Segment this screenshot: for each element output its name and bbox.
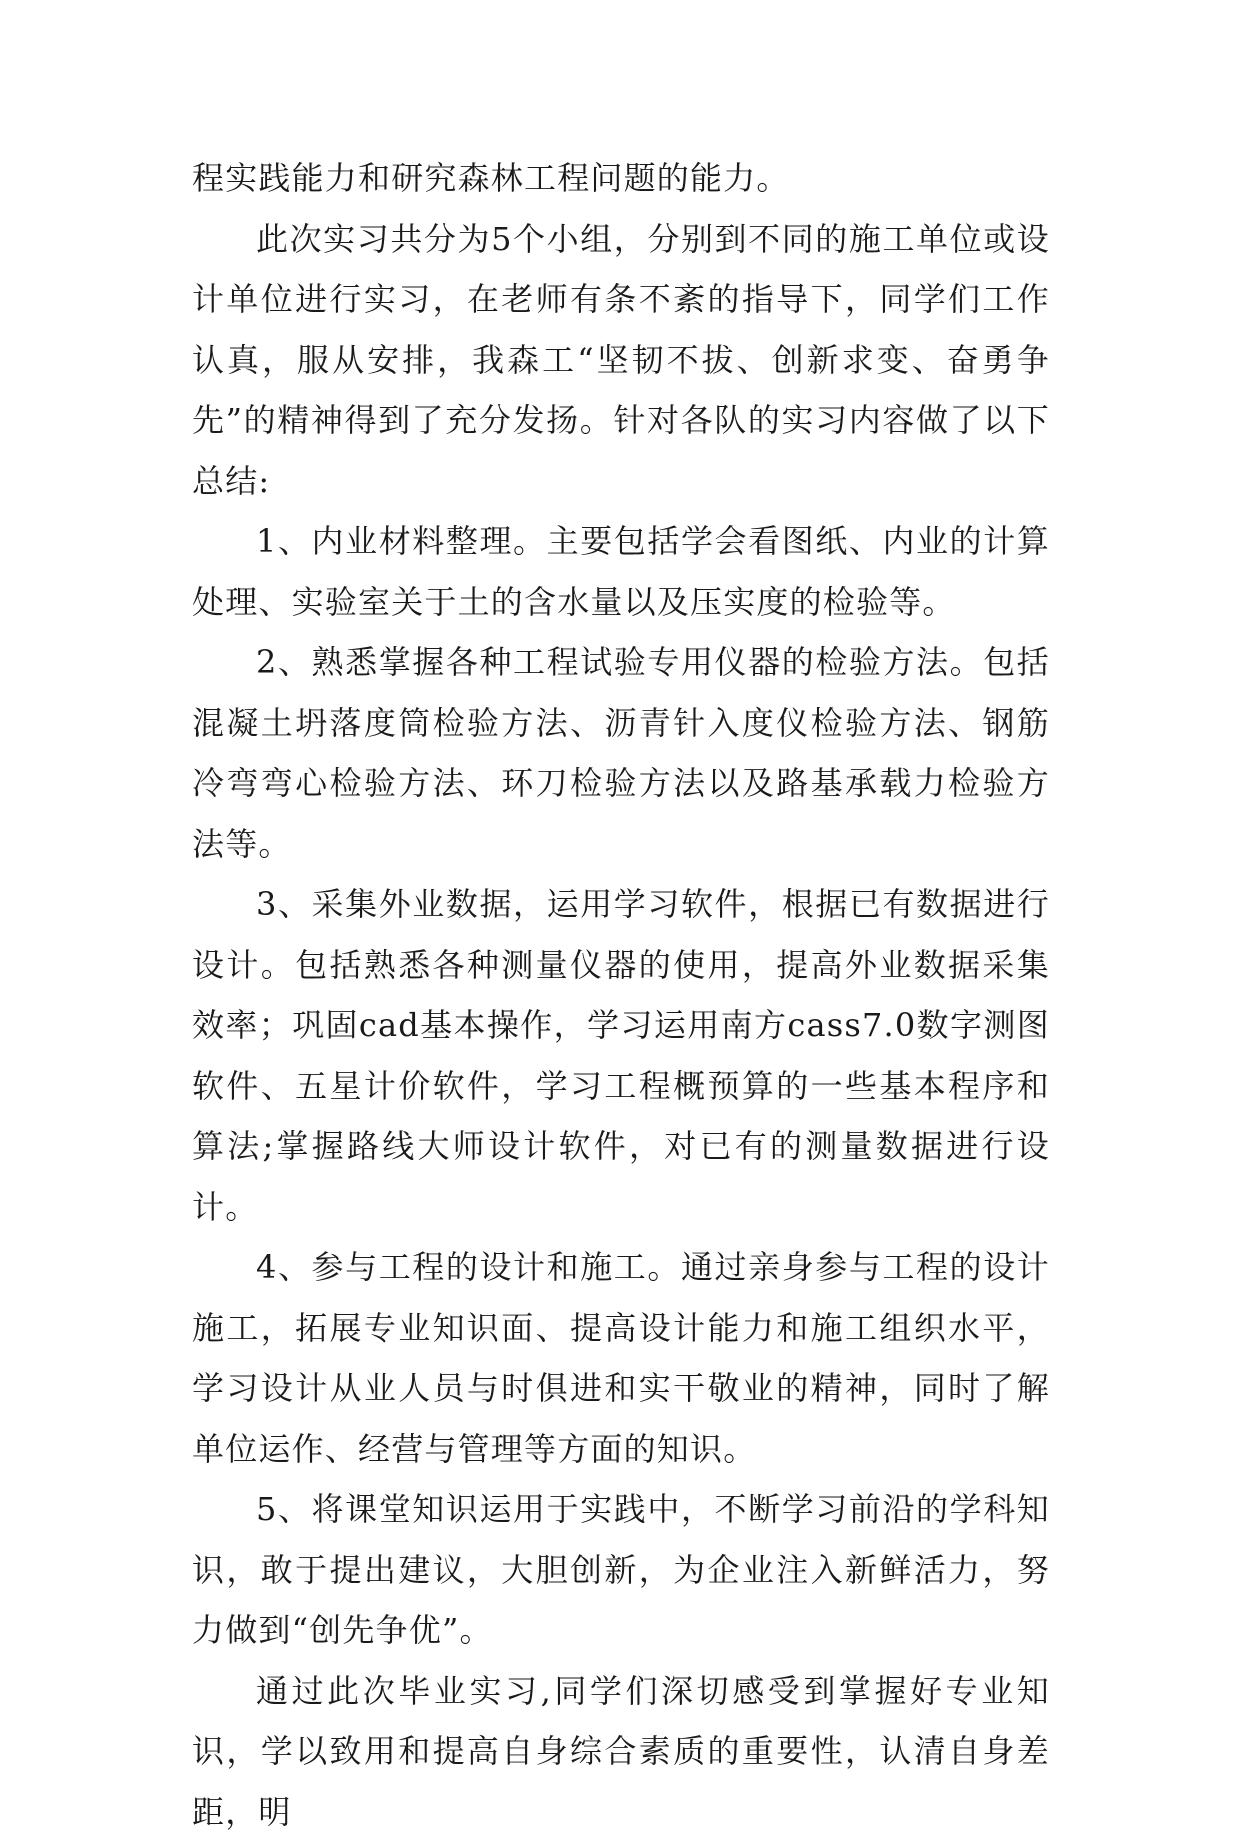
- paragraph-item-2: 2、熟悉掌握各种工程试验专用仪器的检验方法。包括混凝土坍落度筒检验方法、沥青针入度仪检验方法、钢筋冷弯弯心检验方法、环刀检验方法以及路基承载力检验方法等。: [192, 632, 1050, 874]
- paragraph-item-3: 3、采集外业数据，运用学习软件，根据已有数据进行设计。包括熟悉各种测量仪器的使用，提高外业数据采集效率；巩固cad基本操作，学习运用南方cass7.0数字测图软件、五星计价软件，学习工程概预算的一些基本程序和算法;掌握路线大师设计软件，对已有的测量数据进行设计。: [192, 874, 1050, 1237]
- paragraph-item-5: 5、将课堂知识运用于实践中，不断学习前沿的学科知识，敢于提出建议，大胆创新，为企业注入新鲜活力，努力做到“创先争优”。: [192, 1479, 1050, 1661]
- paragraph-item-4: 4、参与工程的设计和施工。通过亲身参与工程的设计施工，拓展专业知识面、提高设计能力和施工组织水平，学习设计从业人员与时俱进和实干敬业的精神，同时了解单位运作、经营与管理等方面的知识。: [192, 1237, 1050, 1479]
- paragraph-internship-overview: 此次实习共分为5个小组，分别到不同的施工单位或设计单位进行实习，在老师有条不紊的指导下，同学们工作认真，服从安排，我森工“坚韧不拔、创新求变、奋勇争先”的精神得到了充分发扬。针对各队的实习内容做了以下总结:: [192, 209, 1050, 512]
- paragraph-continuation: 程实践能力和研究森林工程问题的能力。: [192, 148, 1050, 209]
- document-body: [192, 148, 1050, 1842]
- paragraph-conclusion: 通过此次毕业实习,同学们深切感受到掌握好专业知识，学以致用和提高自身综合素质的重要性，认清自身差距，明: [192, 1661, 1050, 1842]
- paragraph-item-1: 1、内业材料整理。主要包括学会看图纸、内业的计算处理、实验室关于土的含水量以及压实度的检验等。: [192, 511, 1050, 632]
